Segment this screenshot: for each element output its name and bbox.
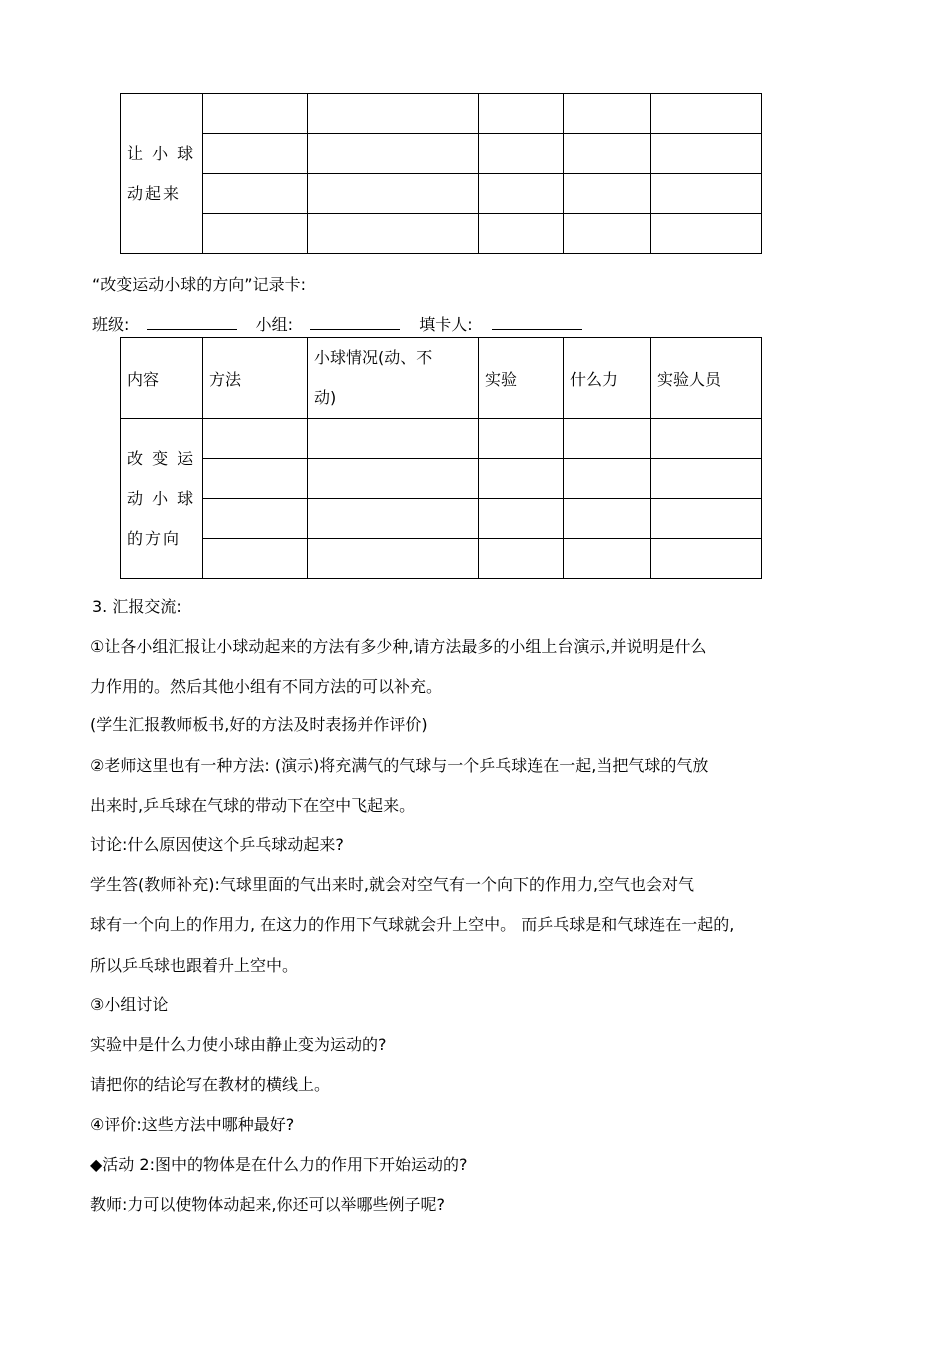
header-staff: 实验人员 [651, 338, 762, 419]
header-force: 什么力 [564, 338, 651, 419]
table-cell[interactable] [308, 419, 479, 459]
table-cell[interactable] [564, 539, 651, 579]
paragraph-line: 所以乒乓球也跟着升上空中。 [90, 956, 299, 975]
paragraph-line: ②老师这里也有一种方法: (演示)将充满气的气球与一个乒乓球连在一起,当把气球的气放 [90, 756, 709, 775]
table-cell[interactable] [203, 419, 308, 459]
table-cell[interactable] [479, 174, 564, 214]
table-cell[interactable] [479, 134, 564, 174]
table-row [121, 419, 762, 459]
table-cell[interactable] [479, 94, 564, 134]
table-row [121, 459, 762, 499]
table-cell[interactable] [564, 499, 651, 539]
table-cell[interactable] [651, 539, 762, 579]
form-line [92, 312, 582, 335]
header-content: 内容 [121, 338, 203, 419]
table-cell[interactable] [203, 539, 308, 579]
table-cell[interactable] [651, 94, 762, 134]
table-cell[interactable] [651, 459, 762, 499]
table-cell[interactable] [564, 134, 651, 174]
card-title: “改变运动小球的方向”记录卡: [92, 275, 306, 294]
table-row [121, 174, 762, 214]
group-field[interactable] [310, 315, 400, 330]
row-label-change-direction [121, 419, 203, 579]
table-cell[interactable] [564, 174, 651, 214]
table-cell[interactable] [479, 419, 564, 459]
activity-heading: ◆活动 2:图中的物体是在什么力的作用下开始运动的? [90, 1155, 468, 1174]
table-cell[interactable] [308, 459, 479, 499]
row-label-line: 让 小 球 [127, 143, 196, 163]
row-label-line: 动起来 [127, 183, 182, 203]
table-cell[interactable] [308, 174, 479, 214]
row-label-line: 的方向 [127, 528, 182, 548]
paragraph-line: ③小组讨论 [90, 995, 169, 1014]
table-row [121, 539, 762, 579]
header-experiment: 实验 [479, 338, 564, 419]
paragraph-line: 讨论:什么原因使这个乒乓球动起来? [90, 835, 344, 854]
table-cell[interactable] [651, 134, 762, 174]
filler-field[interactable] [492, 315, 582, 330]
table-cell[interactable] [203, 174, 308, 214]
class-label: 班级: [92, 315, 130, 334]
table-cell[interactable] [651, 419, 762, 459]
table-cell[interactable] [203, 214, 308, 254]
row-label-move-ball [121, 94, 203, 254]
table-cell[interactable] [479, 459, 564, 499]
table-cell[interactable] [564, 94, 651, 134]
paragraph-line: 请把你的结论写在教材的横线上。 [90, 1075, 331, 1094]
row-label-line: 动 小 球 [127, 488, 196, 508]
header-ball-state [308, 338, 479, 419]
table-cell[interactable] [651, 214, 762, 254]
table-row [121, 214, 762, 254]
header-ball-state-line: 小球情况(动、不 [314, 348, 433, 367]
header-method: 方法 [203, 338, 308, 419]
table-cell[interactable] [308, 134, 479, 174]
section-title: 3. 汇报交流: [92, 597, 182, 616]
paragraph-line: 力作用的。然后其他小组有不同方法的可以补充。 [90, 677, 443, 696]
table-cell[interactable] [308, 539, 479, 579]
paragraph-line: (学生汇报教师板书,好的方法及时表扬并作评价) [90, 715, 428, 734]
table-cell[interactable] [479, 499, 564, 539]
table-cell[interactable] [308, 214, 479, 254]
paragraph-line: 实验中是什么力使小球由静止变为运动的? [90, 1035, 387, 1054]
table-cell[interactable] [479, 539, 564, 579]
paragraph-line: 球有一个向上的作用力, 在这力的作用下气球就会升上空中。 而乒乓球是和气球连在一起的, [90, 915, 735, 934]
table-cell[interactable] [308, 499, 479, 539]
table-row [121, 499, 762, 539]
header-ball-state-line: 动) [314, 388, 337, 407]
table-cell[interactable] [479, 214, 564, 254]
table-cell[interactable] [564, 214, 651, 254]
table-header-row [121, 338, 762, 419]
paragraph-line: 学生答(教师补充):气球里面的气出来时,就会对空气有一个向下的作用力,空气也会对气 [90, 875, 695, 894]
table-cell[interactable] [308, 94, 479, 134]
table-row [121, 134, 762, 174]
table-cell[interactable] [203, 499, 308, 539]
table-change-direction [120, 337, 762, 579]
table-cell[interactable] [651, 499, 762, 539]
filler-label: 填卡人: [419, 315, 473, 334]
table-cell[interactable] [203, 459, 308, 499]
table-row [121, 94, 762, 134]
paragraph-line: ④评价:这些方法中哪种最好? [90, 1115, 295, 1134]
paragraph-line: 教师:力可以使物体动起来,你还可以举哪些例子呢? [90, 1195, 445, 1214]
paragraph-line: ①让各小组汇报让小球动起来的方法有多少种,请方法最多的小组上台演示,并说明是什么 [90, 637, 707, 656]
table-cell[interactable] [651, 174, 762, 214]
table-cell[interactable] [203, 134, 308, 174]
group-label: 小组: [255, 315, 293, 334]
table-cell[interactable] [564, 459, 651, 499]
paragraph-line: 出来时,乒乓球在气球的带动下在空中飞起来。 [90, 796, 416, 815]
class-field[interactable] [147, 315, 237, 330]
table-cell[interactable] [564, 419, 651, 459]
table-cell[interactable] [203, 94, 308, 134]
row-label-line: 改 变 运 [127, 448, 196, 468]
table-move-ball [120, 93, 762, 254]
